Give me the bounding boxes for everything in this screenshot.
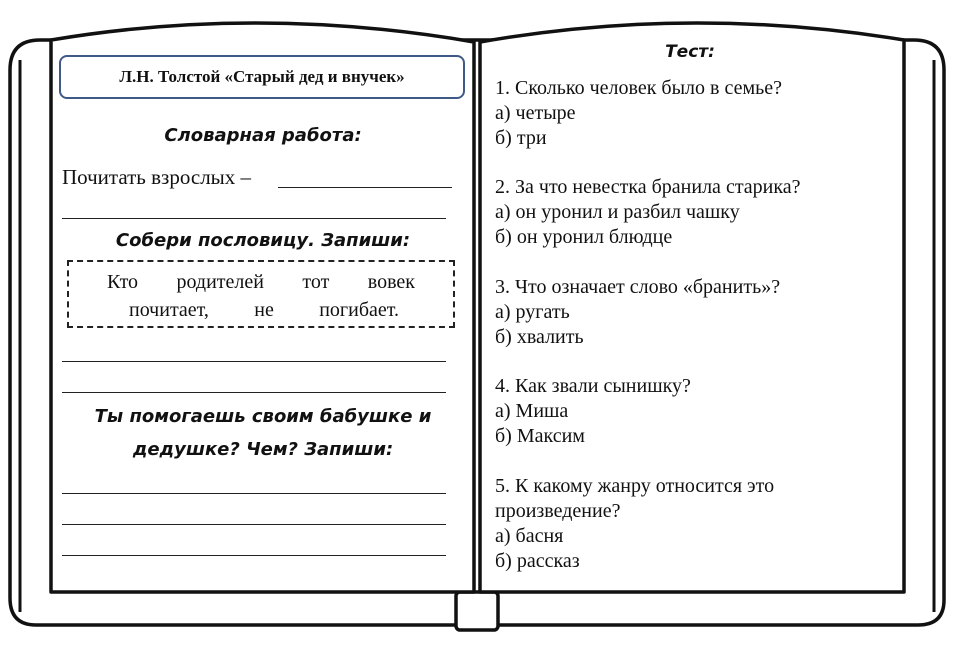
proverb-word: тот xyxy=(302,271,330,293)
help-heading-line-1: Ты помогаешь своим бабушке и xyxy=(94,406,432,427)
question-text: 3. Что означает слово «бранить»? xyxy=(495,276,781,298)
question-text: 4. Как звали сынишку? xyxy=(495,375,691,397)
question-text: 2. За что невестка бранила старика? xyxy=(495,176,801,198)
answer-option-b: б) хвалить xyxy=(495,326,584,348)
answer-option-a: а) ругать xyxy=(495,301,570,323)
help-heading xyxy=(60,400,466,466)
proverb-answer-line-1 xyxy=(62,361,446,362)
proverb-answer-line-2 xyxy=(62,392,446,393)
answer-option-b: б) он уронил блюдце xyxy=(495,226,673,248)
proverb-box xyxy=(67,260,455,328)
question-text: 1. Сколько человек было в семье? xyxy=(495,77,782,99)
question-2 xyxy=(495,175,801,250)
question-1 xyxy=(495,76,782,151)
answer-option-a: а) четыре xyxy=(495,102,576,124)
proverb-heading: Собери пословицу. Запиши: xyxy=(115,230,411,251)
proverb-word: вовек xyxy=(367,271,415,293)
proverb-line-2 xyxy=(107,296,415,324)
help-answer-line-3 xyxy=(62,555,446,556)
help-answer-line-1 xyxy=(62,493,446,494)
question-4 xyxy=(495,374,691,449)
story-title: Л.Н. Толстой «Старый дед и внучек» xyxy=(59,55,465,99)
test-heading: Тест: xyxy=(665,42,715,62)
answer-option-a: а) он уронил и разбил чашку xyxy=(495,201,740,223)
proverb-word: погибает. xyxy=(319,299,399,321)
vocab-answer-line-1 xyxy=(278,187,452,188)
vocab-answer-line-2 xyxy=(62,218,446,219)
question-text-cont: произведение? xyxy=(495,500,621,522)
question-5 xyxy=(495,474,774,574)
proverb-word: не xyxy=(254,299,274,321)
answer-option-b: б) рассказ xyxy=(495,550,580,572)
answer-option-a: а) Миша xyxy=(495,400,569,422)
proverb-line-1 xyxy=(107,268,415,296)
help-answer-line-2 xyxy=(62,524,446,525)
answer-option-b: б) три xyxy=(495,127,547,149)
question-3 xyxy=(495,275,780,350)
vocab-heading: Словарная работа: xyxy=(164,125,362,146)
help-heading-line-2: дедушке? Чем? Запиши: xyxy=(132,439,394,460)
answer-option-a: а) басня xyxy=(495,525,564,547)
proverb-word: родителей xyxy=(176,271,264,293)
proverb-word: почитает, xyxy=(129,299,209,321)
vocab-item: Почитать взрослых – xyxy=(62,165,252,189)
answer-option-b: б) Максим xyxy=(495,425,585,447)
proverb-word: Кто xyxy=(107,271,139,293)
question-text: 5. К какому жанру относится это xyxy=(495,475,775,497)
